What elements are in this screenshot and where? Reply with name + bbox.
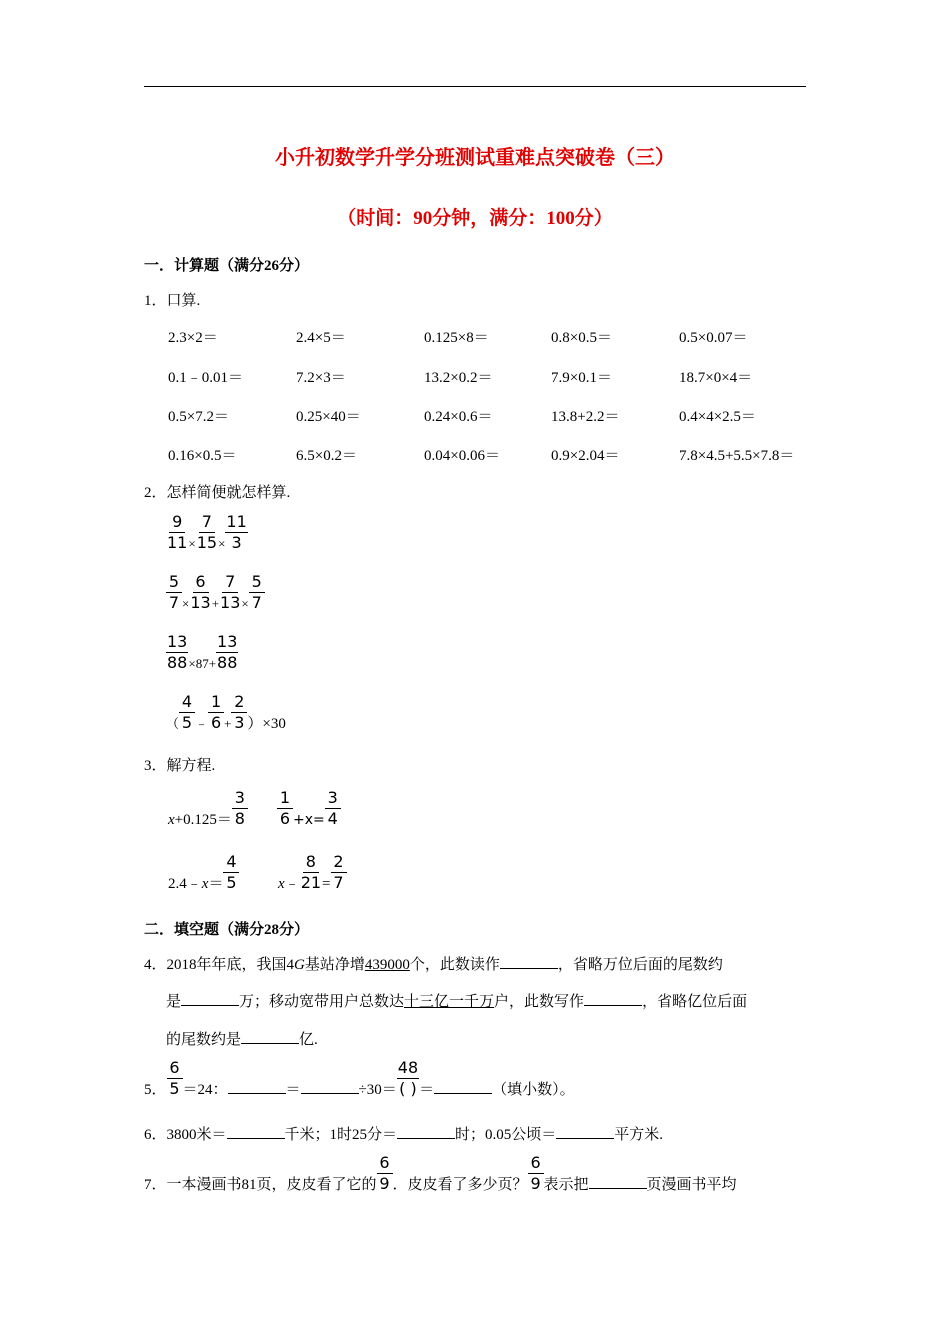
oral-item: 2.4×5＝ [296, 330, 346, 346]
equation-1: x+0.125＝ $\frac{3}{8}$ [168, 788, 248, 829]
simplify-expression-4: （ $\frac{4}{5}$ ﹣ $\frac{1}{6}$ + $\frac{2}{3}$ ）×30 [166, 692, 286, 732]
section-1-heading: 一．计算题（满分26分） [144, 258, 310, 274]
oral-item: 7.9×0.1＝ [551, 370, 612, 386]
answer-blank[interactable] [584, 991, 642, 1006]
oral-item: 0.04×0.06＝ [424, 448, 500, 464]
oral-item: 0.5×7.2＝ [168, 409, 229, 425]
oral-item: 13.8+2.2＝ [551, 409, 620, 425]
answer-blank[interactable] [589, 1174, 647, 1189]
equation-3: 2.4﹣x＝ $\frac{4}{5}$ [168, 852, 239, 893]
equation-4: x﹣ $\frac{8}{21}$ = $\frac{2}{7}$ [278, 852, 347, 893]
fraction: $\frac{6}{9}$ [377, 1153, 393, 1194]
oral-item: 0.125×8＝ [424, 330, 489, 346]
fraction: $\frac{2}{3}$ [231, 692, 247, 733]
answer-blank[interactable] [556, 1124, 614, 1139]
question-3-label: 3．解方程. [144, 758, 216, 774]
fraction: $\frac{5}{7}$ [166, 572, 182, 613]
answer-blank[interactable] [434, 1079, 492, 1094]
question-5: 5． $\frac{6}{5}$ ＝24： ＝ ÷30＝ 48 ( ) ＝ （填小数）。 [144, 1058, 575, 1098]
oral-item: 0.24×0.6＝ [424, 409, 493, 425]
fraction: $\frac{13}{88}$ [217, 632, 238, 672]
page-subtitle: （时间：90分钟，满分：100分） [337, 208, 613, 229]
fraction: $\frac{6}{13}$ [190, 572, 211, 612]
fraction: $\frac{3}{8}$ [232, 788, 248, 829]
fraction: $\frac{7}{13}$ [220, 572, 241, 612]
answer-blank[interactable] [227, 1124, 285, 1139]
question-4-line-2: 是 万；移动宽带用户总数达十三亿一千万户，此数写作 ，省略亿位后面 [166, 990, 747, 1011]
fraction: $\frac{2}{7}$ [331, 852, 347, 893]
oral-item: 0.4×4×2.5＝ [679, 409, 756, 425]
oral-item: 0.25×40＝ [296, 409, 361, 425]
fraction: $\frac{13}{88}$ [167, 632, 188, 672]
question-4-line-3: 的尾数约是 亿. [166, 1028, 318, 1049]
header-rule [144, 86, 806, 87]
simplify-expression-2: $\frac{5}{7}$ × $\frac{6}{13}$ + $\frac{7}{13}$ × $\frac{5}{7}$ [166, 572, 265, 613]
equation-2: $\frac{1}{6}$ +x= $\frac{3}{4}$ [277, 788, 341, 829]
oral-item: 7.8×4.5+5.5×7.8＝ [679, 448, 795, 464]
page-title: 小升初数学升学分班测试重难点突破卷（三） [275, 147, 675, 169]
oral-item: 0.9×2.04＝ [551, 448, 620, 464]
simplify-expression-1: $\frac{9}{11}$ × $\frac{7}{15}$ × $\frac{11}{3}$ [167, 512, 247, 552]
fraction: $\frac{6}{5}$ [167, 1058, 183, 1099]
fraction: $\frac{1}{6}$ [208, 692, 224, 733]
fraction: $\frac{3}{4}$ [325, 788, 341, 829]
fraction: $\frac{7}{15}$ [196, 512, 218, 552]
oral-item: 13.2×0.2＝ [424, 370, 493, 386]
fraction: $\frac{6}{9}$ [528, 1153, 544, 1194]
oral-item: 18.7×0×4＝ [679, 370, 753, 386]
question-7: 7．一本漫画书81页，皮皮看了它的 $\frac{6}{9}$ ．皮皮看了多少页？ $\frac{6}{9}$ 表示把 页漫画书平均 [144, 1153, 737, 1193]
oral-item: 7.2×3＝ [296, 370, 346, 386]
oral-item: 0.16×0.5＝ [168, 448, 237, 464]
fraction: $\frac{4}{5}$ [179, 692, 195, 733]
answer-blank[interactable] [228, 1079, 286, 1094]
fraction: $\frac{4}{5}$ [223, 852, 239, 893]
oral-item: 6.5×0.2＝ [296, 448, 357, 464]
fraction: 48 ( ) [397, 1058, 419, 1098]
fraction: $\frac{5}{7}$ [249, 572, 265, 613]
simplify-expression-3: $\frac{13}{88}$ ×87+ $\frac{13}{88}$ [167, 632, 238, 672]
question-6: 6．3800米＝ 千米；1时25分＝ 时；0.05公顷＝ 平方米. [144, 1123, 663, 1144]
fraction: $\frac{9}{11}$ [167, 512, 188, 552]
answer-blank[interactable] [301, 1079, 359, 1094]
question-4-line-1: 4．2018年年底，我国4G基站净增439000个，此数读作 ，省略万位后面的尾数约 [144, 953, 723, 974]
oral-item: 2.3×2＝ [168, 330, 218, 346]
fraction: $\frac{8}{21}$ [300, 852, 322, 892]
section-2-heading: 二．填空题（满分28分） [144, 922, 310, 938]
answer-blank[interactable] [241, 1029, 299, 1044]
fraction: $\frac{11}{3}$ [226, 512, 247, 552]
oral-item: 0.5×0.07＝ [679, 330, 748, 346]
answer-blank[interactable] [397, 1124, 455, 1139]
fraction: $\frac{1}{6}$ [277, 788, 293, 829]
oral-item: 0.1﹣0.01＝ [168, 370, 244, 386]
question-2-label: 2．怎样简便就怎样算. [144, 485, 291, 501]
answer-blank[interactable] [181, 991, 239, 1006]
question-1-label: 1．口算. [144, 293, 201, 309]
answer-blank[interactable] [500, 954, 558, 969]
oral-item: 0.8×0.5＝ [551, 330, 612, 346]
